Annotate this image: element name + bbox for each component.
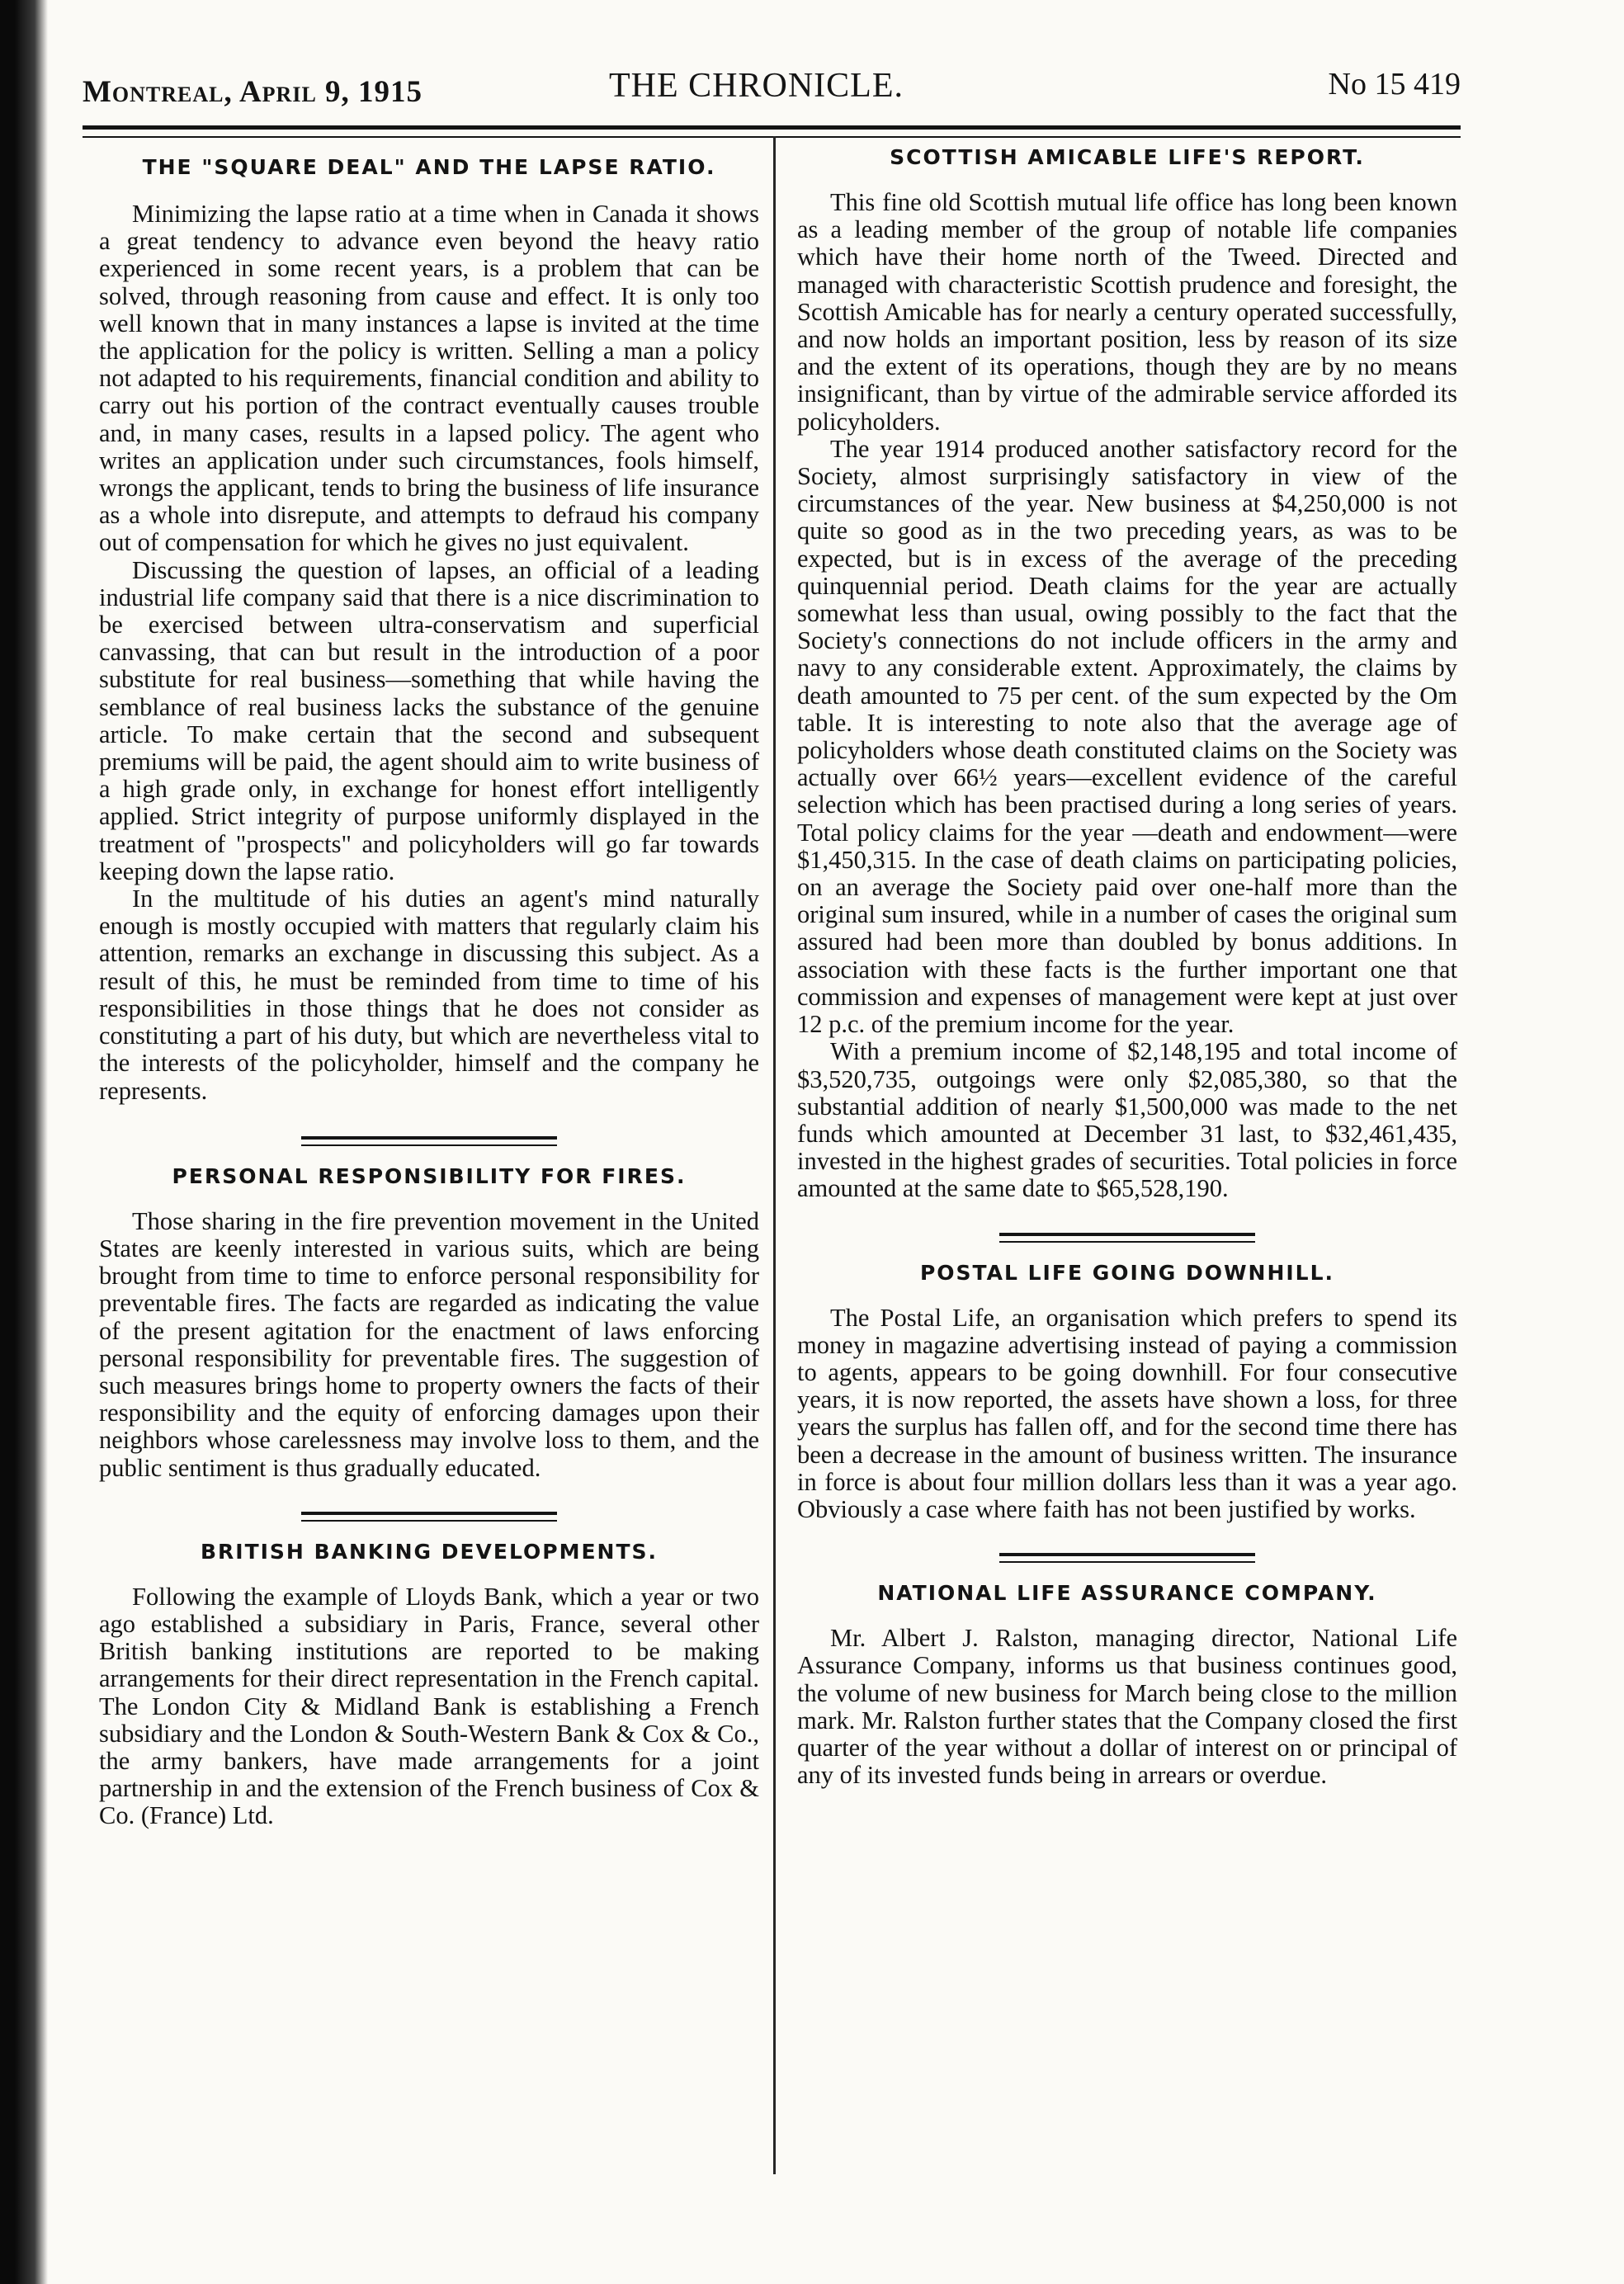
newspaper-page (15, 0, 1624, 2284)
article-paragraph: In the multitude of his duties an agent's mind naturally enough is mostly occupied with matters that regularly claim his attention, remarks an exchange in discussing this subject. As a result of this, he must be reminded from time to time of his responsibilities in those things that he does not consider as constituting a part of his duty, but which are nevertheless vital to the interests of the policyholder, himself and the company he represents. (99, 885, 759, 1105)
article-paragraph: Mr. Albert J. Ralston, managing director, National Life Assurance Company, informs us that business continues good, the volume of new business for March being close to the million mark. Mr. Ralston further states that the Company closed the first quarter of the year without a dollar of interest on or principal of any of its invested funds being in arrears or overdue. (797, 1624, 1457, 1790)
article-heading: SCOTTISH AMICABLE LIFE'S REPORT. (890, 145, 1365, 169)
article-paragraph: Following the example of Lloyds Bank, which a year or two ago established a subsidiary in Paris, France, several other British banking institutions are reported to be making arrangements for their direct representation in the French capital. The London City & Midland Bank is establishing a French subsidiary and the London & South-Western Bank & Cox & Co., the army bankers, have made arrangements for a joint partnership in and the extension of the French business of Cox & Co. (France) Ltd. (99, 1582, 759, 1830)
publication-title: THE CHRONICLE. (609, 67, 904, 105)
article-paragraph: Discussing the question of lapses, an official of a leading industrial life company said that there is a nice discrimination to be exercised between ultra-conservatism and superficial canvassing, that can but result in the introduction of a poor substitute for real business—something that while having the semblance of real business lacks the substance of the genuine article. To make certain that the second and subsequent premiums will be paid, the agent should aim to write business of a high grade only, in exchange for honest effort intelligently applied. Strict integrity of purpose uniformly displayed in the treatment of "prospects" and policyholders will go far towards keeping down the lapse ratio. (99, 555, 759, 885)
section-separator (999, 1553, 1255, 1563)
section-separator (999, 1233, 1255, 1243)
article-paragraph: The Postal Life, an organisation which prefers to spend its money in magazine advertising instead of paying a commission to agents, appears to be going downhill. For four consecutive years, it is now reported, the assets have shown a loss, for three years the surplus has fallen off, and for the second time there has been a decrease in the amount of business written. The insurance in force is about four million dollars less than it was a year ago. Obviously a case where faith has not been justified by works. (797, 1303, 1457, 1523)
column-divider (773, 136, 776, 2174)
article-paragraph: With a premium income of $2,148,195 and total income of $3,520,735, outgoings were only $2,085,380, so that the substantial addition of nearly $1,500,000 was made to the net funds which amounted at December 31 last, to $32,461,435, invested in the highest grades of securities. Total policies in force amounted at the same date to $65,528,190. (797, 1037, 1457, 1203)
dateline: Montreal, April 9, 1915 (83, 75, 423, 109)
article-heading: PERSONAL RESPONSIBILITY FOR FIRES. (172, 1163, 687, 1188)
issue-page-number: No 15 419 (1328, 67, 1461, 101)
article-paragraph: This fine old Scottish mutual life office has long been known as a leading member of the group of notable life companies which have their home north of the Tweed. Directed and managed with characteristic Scottish prudence and foresight, the Scottish Amicable has for nearly a century operated successfully, and now holds an important position, less by reason of its size and the extent of its operations, though they are by no means insignificant, than by virtue of the admirable service afforded its policyholders. (797, 188, 1457, 436)
article-heading: POSTAL LIFE GOING DOWNHILL. (919, 1260, 1335, 1285)
page-header (83, 66, 1461, 116)
section-separator (301, 1512, 557, 1522)
section-separator (301, 1136, 557, 1146)
article-heading: NATIONAL LIFE ASSURANCE COMPANY. (877, 1581, 1377, 1606)
article-paragraph: Those sharing in the fire prevention movement in the United States are keenly interested in various suits, which are being brought from time to time to enforce personal responsibility for preventable fires. The facts are regarded as indicating the value of the present agitation for the enactment of laws enforcing personal responsibility for preventable fires. The suggestion of such measures brings home to property owners the facts of their responsibility and the equity of enforcing damages upon their neighbors whose carelessness may involve loss to them, and the public sentiment is thus gradually educated. (99, 1206, 759, 1482)
left-column (99, 145, 759, 1830)
article-paragraph: Minimizing the lapse ratio at a time when in Canada it shows a great tendency to advance even beyond the heavy ratio experienced in some recent years, is a problem that can be solved, through reasoning from cause and effect. It is only too well known that in many instances a lapse is invited at the time the application for the policy is written. Selling a man a policy not adapted to his requirements, financial condition and ability to carry out his portion of the contract eventually causes trouble and, in many cases, results in a lapsed policy. The agent who writes an application under such circumstances, fools himself, wrongs the applicant, tends to bring the business of life insurance as a whole into disrepute, and attempts to defraud his company out of compensation for which he gives no just equivalent. (99, 200, 759, 557)
right-column (797, 145, 1457, 1789)
article-heading: THE "SQUARE DEAL" AND THE LAPSE RATIO. (142, 155, 716, 179)
article-paragraph: The year 1914 produced another satisfactory record for the Society, almost surprisingly satisfactory in view of the circumstances of the year. New business at $4,250,000 is not quite so good as in the two preceding years, as was to be expected, but is in excess of the average of the preceding quinquennial period. Death claims for the year are actually somewhat less than usual, owing possibly to the fact that the Society's connections do not include officers in the army and navy to any considerable extent. Approximately, the claims by death amounted to 75 per cent. of the sum expected by the Om table. It is interesting to note also that the average age of policyholders whose death constituted claims on the Society was actually over 66½ years—excellent evidence of the careful selection which has been practised during a long series of years. Total policy claims for the year —death and endowment—were $1,450,315. In the case of death claims on participating policies, on an average the Society paid over one-half more than the original sum insured, while in a number of cases the original sum assured had been more than doubled by bonus additions. In association with these facts is the further important one that commission and expenses of management were kept at just over 12 p.c. of the premium income for the year. (797, 434, 1457, 1039)
header-rule (83, 125, 1461, 138)
article-heading: BRITISH BANKING DEVELOPMENTS. (200, 1539, 659, 1564)
binding-edge (15, 0, 48, 2284)
